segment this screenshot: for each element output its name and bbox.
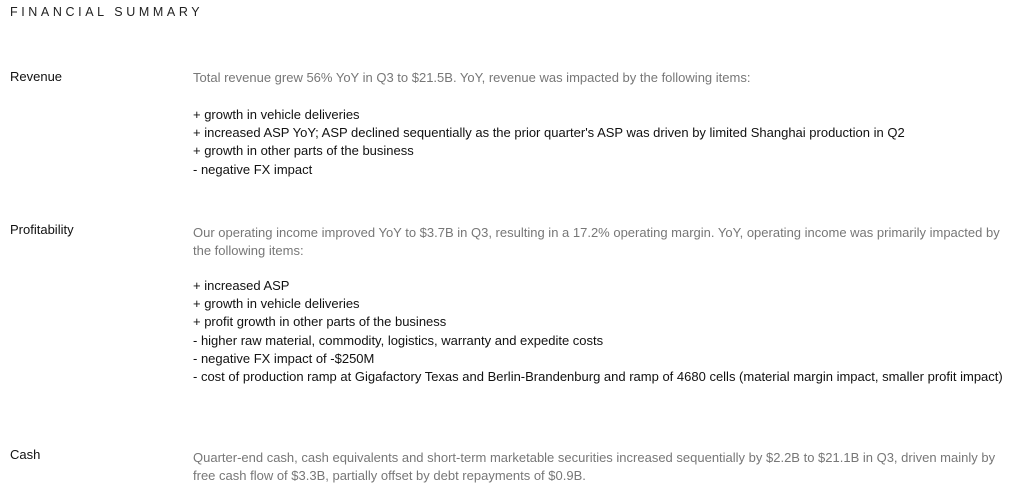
list-item: + growth in vehicle deliveries	[193, 296, 360, 312]
list-item: + increased ASP	[193, 278, 290, 293]
section-body-profitability	[193, 224, 1019, 386]
list-item: - higher raw material, commodity, logistics, warranty and expedite costs	[193, 332, 604, 348]
section-label-profitability: Profitability	[10, 222, 74, 237]
profitability-items	[193, 277, 1019, 386]
revenue-summary: Total revenue grew 56% YoY in Q3 to $21.5B. YoY, revenue was impacted by the following items:	[193, 70, 751, 85]
cash-summary: Quarter-end cash, cash equivalents and short-term marketable securities increased sequentially by $2.2B to $21.1B in Q3, driven mainly by free cash flow of $3.3B, partially offset by debt repayments of $0.9B.	[193, 450, 996, 483]
page-title: FINANCIAL SUMMARY	[10, 5, 204, 19]
section-label-cash: Cash	[10, 447, 41, 462]
revenue-items	[193, 106, 1019, 179]
list-item: + growth in other parts of the business	[193, 143, 414, 159]
section-label-revenue: Revenue	[10, 69, 63, 84]
profitability-summary: Our operating income improved YoY to $3.7B in Q3, resulting in a 17.2% operating margin. YoY, operating income was primarily impacted by the following items:	[193, 225, 1000, 258]
list-item: + growth in vehicle deliveries	[193, 107, 360, 122]
section-body-revenue	[193, 69, 1019, 179]
section-body-cash	[193, 449, 1019, 485]
list-item: - negative FX impact	[193, 161, 313, 177]
list-item: - cost of production ramp at Gigafactory Texas and Berlin-Brandenburg and ramp of 4680 cells (material margin impact, smaller profit impact)	[193, 369, 1003, 385]
list-item: - negative FX impact of -$250M	[193, 350, 375, 366]
list-item: + profit growth in other parts of the business	[193, 314, 447, 330]
list-item: + increased ASP YoY; ASP declined sequentially as the prior quarter's ASP was driven by limited Shanghai production in Q2	[193, 125, 905, 141]
